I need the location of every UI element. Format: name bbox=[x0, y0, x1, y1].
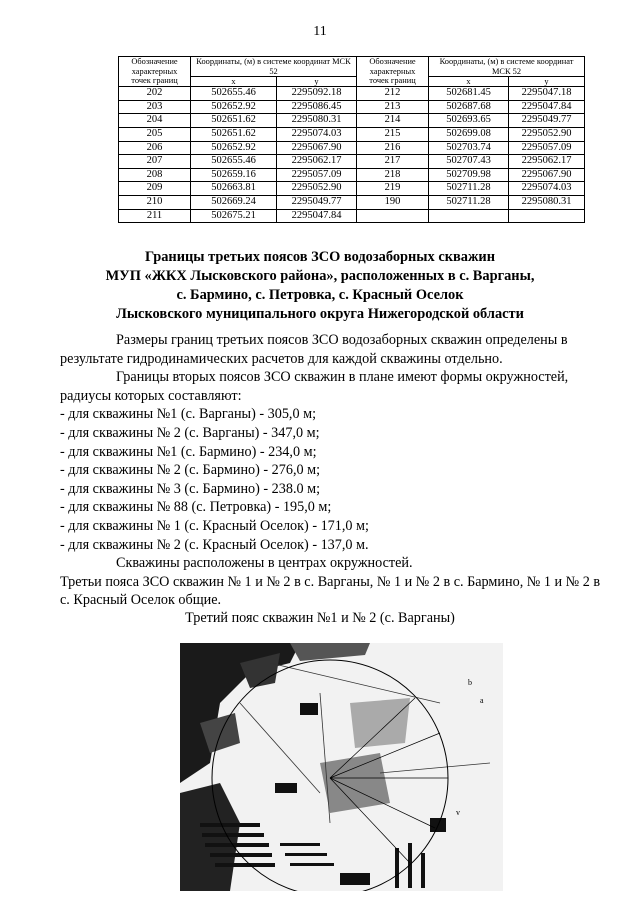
header-coords-left: Координаты, (м) в системе координат МСК 52 bbox=[191, 57, 357, 77]
heading-line: МУП «ЖКХ Лысковского района», расположенных в с. Варганы, bbox=[105, 268, 535, 284]
header-y-left: y bbox=[277, 77, 357, 87]
map-label: a bbox=[480, 696, 484, 705]
table-cell bbox=[509, 209, 585, 223]
header-point-right: Обозначение характерных точек границ bbox=[357, 57, 429, 87]
table-cell: 502669.24 bbox=[191, 195, 277, 209]
table-cell: 502707.43 bbox=[429, 155, 509, 169]
table-cell: 190 bbox=[357, 195, 429, 209]
table-cell: 502687.68 bbox=[429, 100, 509, 114]
map-caption: Третий пояс скважин №1 и № 2 (с. Варганы) bbox=[185, 610, 455, 626]
table-cell: 2295086.45 bbox=[277, 100, 357, 114]
table-cell: 2295074.03 bbox=[277, 127, 357, 141]
list-item: - для скважины № 1 (с. Красный Оселок) - 171,0 м; bbox=[60, 517, 369, 534]
list-item: - для скважины №1 (с. Бармино) - 234,0 м; bbox=[60, 443, 317, 460]
table-cell: 2295062.17 bbox=[277, 155, 357, 169]
paragraph-sizes: Размеры границ третьих поясов ЗСО водозаборных скважин определены в результате гидродинамических расчетов для каждой скважины отдельно. bbox=[60, 332, 568, 367]
paragraph-centers: Скважины расположены в центрах окружностей. bbox=[116, 555, 413, 572]
paragraph-circles: Границы вторых поясов ЗСО скважин в плане имеют формы окружностей, радиусы которых составляют: bbox=[60, 369, 569, 404]
table-cell: 206 bbox=[119, 141, 191, 155]
radius-list bbox=[60, 405, 608, 554]
table-cell: 216 bbox=[357, 141, 429, 155]
table-cell: 214 bbox=[357, 114, 429, 128]
table-cell: 502693.65 bbox=[429, 114, 509, 128]
header-x-right: x bbox=[429, 77, 509, 87]
table-cell: 205 bbox=[119, 127, 191, 141]
table-cell: 212 bbox=[357, 87, 429, 101]
table-cell: 203 bbox=[119, 100, 191, 114]
table-cell: 213 bbox=[357, 100, 429, 114]
table-cell: 2295067.90 bbox=[277, 141, 357, 155]
header-y-right: y bbox=[509, 77, 585, 87]
heading-line: Границы третьих поясов ЗСО водозаборных скважин bbox=[144, 249, 496, 265]
table-cell: 502651.62 bbox=[191, 114, 277, 128]
section-heading bbox=[60, 248, 580, 324]
header-x-left: x bbox=[191, 77, 277, 87]
table-row bbox=[119, 182, 585, 196]
table-cell: 502655.46 bbox=[191, 87, 277, 101]
table-cell bbox=[357, 209, 429, 223]
table-cell: 502681.45 bbox=[429, 87, 509, 101]
table-row bbox=[119, 114, 585, 128]
table-cell: 2295062.17 bbox=[509, 155, 585, 169]
table-row bbox=[119, 155, 585, 169]
table-cell: 2295052.90 bbox=[277, 182, 357, 196]
table-cell: 217 bbox=[357, 155, 429, 169]
table-cell: 2295092.18 bbox=[277, 87, 357, 101]
list-item: - для скважины № 88 (с. Петровка) - 195,0 м; bbox=[60, 499, 332, 516]
table-cell: 2295067.90 bbox=[509, 168, 585, 182]
zone-map-drawing bbox=[180, 643, 503, 891]
table-cell: 502655.46 bbox=[191, 155, 277, 169]
map-label: b bbox=[468, 678, 472, 687]
table-row bbox=[119, 87, 585, 101]
table-cell: 2295047.84 bbox=[277, 209, 357, 223]
table-cell: 2295049.77 bbox=[277, 195, 357, 209]
heading-line: Лысковского муниципального округа Нижегородской области bbox=[116, 306, 524, 322]
table-cell: 219 bbox=[357, 182, 429, 196]
table-cell: 502652.92 bbox=[191, 100, 277, 114]
table-cell: 2295049.77 bbox=[509, 114, 585, 128]
table-cell: 215 bbox=[357, 127, 429, 141]
table-cell: 2295047.84 bbox=[509, 100, 585, 114]
table-cell: 502699.08 bbox=[429, 127, 509, 141]
table-row bbox=[119, 141, 585, 155]
heading-line: с. Бармино, с. Петровка, с. Красный Оселок bbox=[176, 287, 464, 303]
list-item: - для скважины № 2 (с. Бармино) - 276,0 м; bbox=[60, 462, 321, 479]
table-row bbox=[119, 127, 585, 141]
page-number: 11 bbox=[313, 24, 327, 39]
table-cell: 2295080.31 bbox=[509, 195, 585, 209]
header-point-left: Обозначение характерных точек границ bbox=[119, 57, 191, 87]
zone-map-image bbox=[180, 643, 503, 891]
body-text bbox=[60, 331, 608, 610]
table-cell: 502659.16 bbox=[191, 168, 277, 182]
table-cell: 210 bbox=[119, 195, 191, 209]
table-cell: 207 bbox=[119, 155, 191, 169]
table-cell: 502703.74 bbox=[429, 141, 509, 155]
table-cell: 2295052.90 bbox=[509, 127, 585, 141]
list-item: - для скважины № 3 (с. Бармино) - 238.0 м; bbox=[60, 480, 321, 497]
table-cell bbox=[429, 209, 509, 223]
coordinates-table bbox=[118, 56, 585, 223]
table-cell: 502711.28 bbox=[429, 195, 509, 209]
table-cell: 2295057.09 bbox=[277, 168, 357, 182]
list-item: - для скважины № 2 (с. Варганы) - 347,0 м; bbox=[60, 424, 320, 441]
table-row bbox=[119, 100, 585, 114]
table-cell: 2295057.09 bbox=[509, 141, 585, 155]
table-cell: 211 bbox=[119, 209, 191, 223]
table-cell: 208 bbox=[119, 168, 191, 182]
table-cell: 202 bbox=[119, 87, 191, 101]
list-item: - для скважины № 2 (с. Красный Оселок) - 137,0 м. bbox=[60, 536, 369, 553]
table-cell: 502663.81 bbox=[191, 182, 277, 196]
table-cell: 209 bbox=[119, 182, 191, 196]
table-cell: 2295047.18 bbox=[509, 87, 585, 101]
table-cell: 502711.28 bbox=[429, 182, 509, 196]
table-cell: 218 bbox=[357, 168, 429, 182]
table-row bbox=[119, 195, 585, 209]
table-cell: 502652.92 bbox=[191, 141, 277, 155]
table-cell: 502709.98 bbox=[429, 168, 509, 182]
table-row bbox=[119, 168, 585, 182]
table-cell: 2295074.03 bbox=[509, 182, 585, 196]
table-cell: 502675.21 bbox=[191, 209, 277, 223]
map-label: v bbox=[456, 808, 460, 817]
table-row bbox=[119, 209, 585, 223]
table-cell: 2295080.31 bbox=[277, 114, 357, 128]
paragraph-common: Третьи пояса ЗСО скважин № 1 и № 2 в с. Варганы, № 1 и № 2 в с. Бармино, № 1 и № 2 в с. Красный Оселок общие. bbox=[60, 573, 601, 609]
list-item: - для скважины №1 (с. Варганы) - 305,0 м; bbox=[60, 406, 317, 423]
table-cell: 204 bbox=[119, 114, 191, 128]
header-coords-right: Координаты, (м) в системе координат МСК 52 bbox=[429, 57, 585, 77]
coordinates-table-body bbox=[119, 87, 585, 223]
table-cell: 502651.62 bbox=[191, 127, 277, 141]
